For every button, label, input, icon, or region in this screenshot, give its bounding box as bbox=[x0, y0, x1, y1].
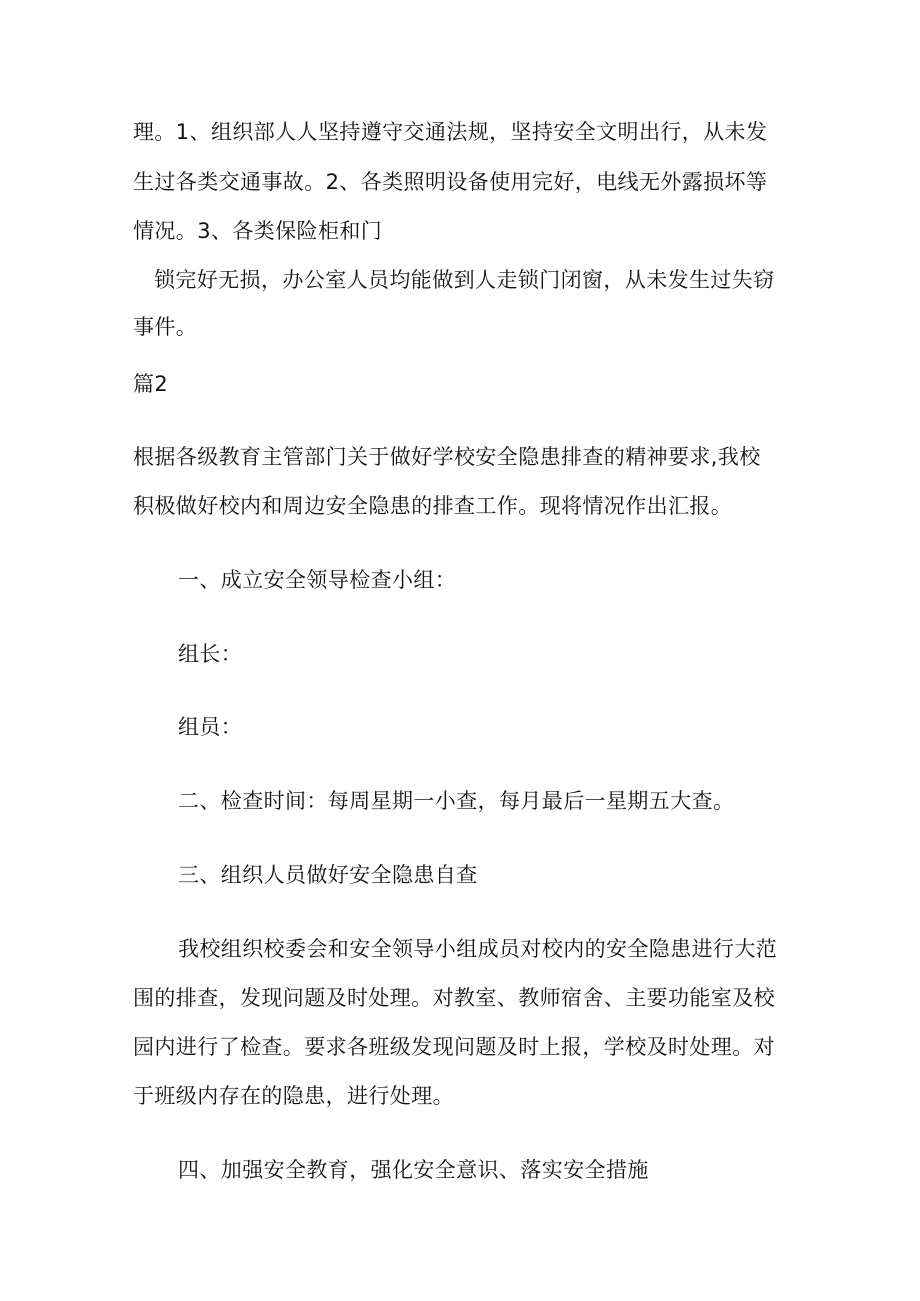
paragraph-1-line-1: 理。1、组织部人人坚持遵守交通法规，坚持安全文明出行，从未发 bbox=[133, 120, 768, 144]
paragraph-4-line-1: 我校组织校委会和安全领导小组成员对校内的安全隐患进行大范 bbox=[178, 937, 778, 961]
paragraph-4-line-4: 于班级内存在的隐患，进行处理。 bbox=[133, 1084, 454, 1108]
item-3-heading: 三、组织人员做好安全隐患自查 bbox=[178, 863, 478, 887]
paragraph-2-line-2: 事件。 bbox=[133, 315, 198, 339]
item-2-heading: 二、检查时间：每周星期一小查，每月最后一星期五大查。 bbox=[178, 789, 735, 813]
paragraph-3-line-2: 积极做好校内和周边安全隐患的排查工作。现将情况作出汇报。 bbox=[133, 494, 733, 518]
paragraph-4-line-3: 园内进行了检查。要求各班级发现问题及时上报，学校及时处理。对 bbox=[133, 1035, 775, 1059]
paragraph-3-line-1: 根据各级教育主管部门关于做好学校安全隐患排查的精神要求,我校 bbox=[133, 445, 761, 469]
item-4-heading: 四、加强安全教育，强化安全意识、落实安全措施 bbox=[178, 1158, 649, 1182]
item-1-heading: 一、成立安全领导检查小组： bbox=[178, 568, 457, 592]
paragraph-1-line-2: 生过各类交通事故。2、各类照明设备使用完好，电线无外露损坏等 bbox=[133, 170, 768, 194]
paragraph-1-line-3: 情况。3、各类保险柜和门 bbox=[133, 219, 383, 243]
member-label: 组员： bbox=[178, 715, 243, 739]
leader-label: 组长： bbox=[178, 642, 243, 666]
section-heading: 篇2 bbox=[133, 372, 169, 396]
paragraph-2-line-1: 锁完好无损，办公室人员均能做到人走锁门闭窗，从未发生过失窃 bbox=[154, 268, 775, 292]
paragraph-4-line-2: 围的排查，发现问题及时处理。对教室、教师宿舍、主要功能室及校 bbox=[133, 986, 775, 1010]
